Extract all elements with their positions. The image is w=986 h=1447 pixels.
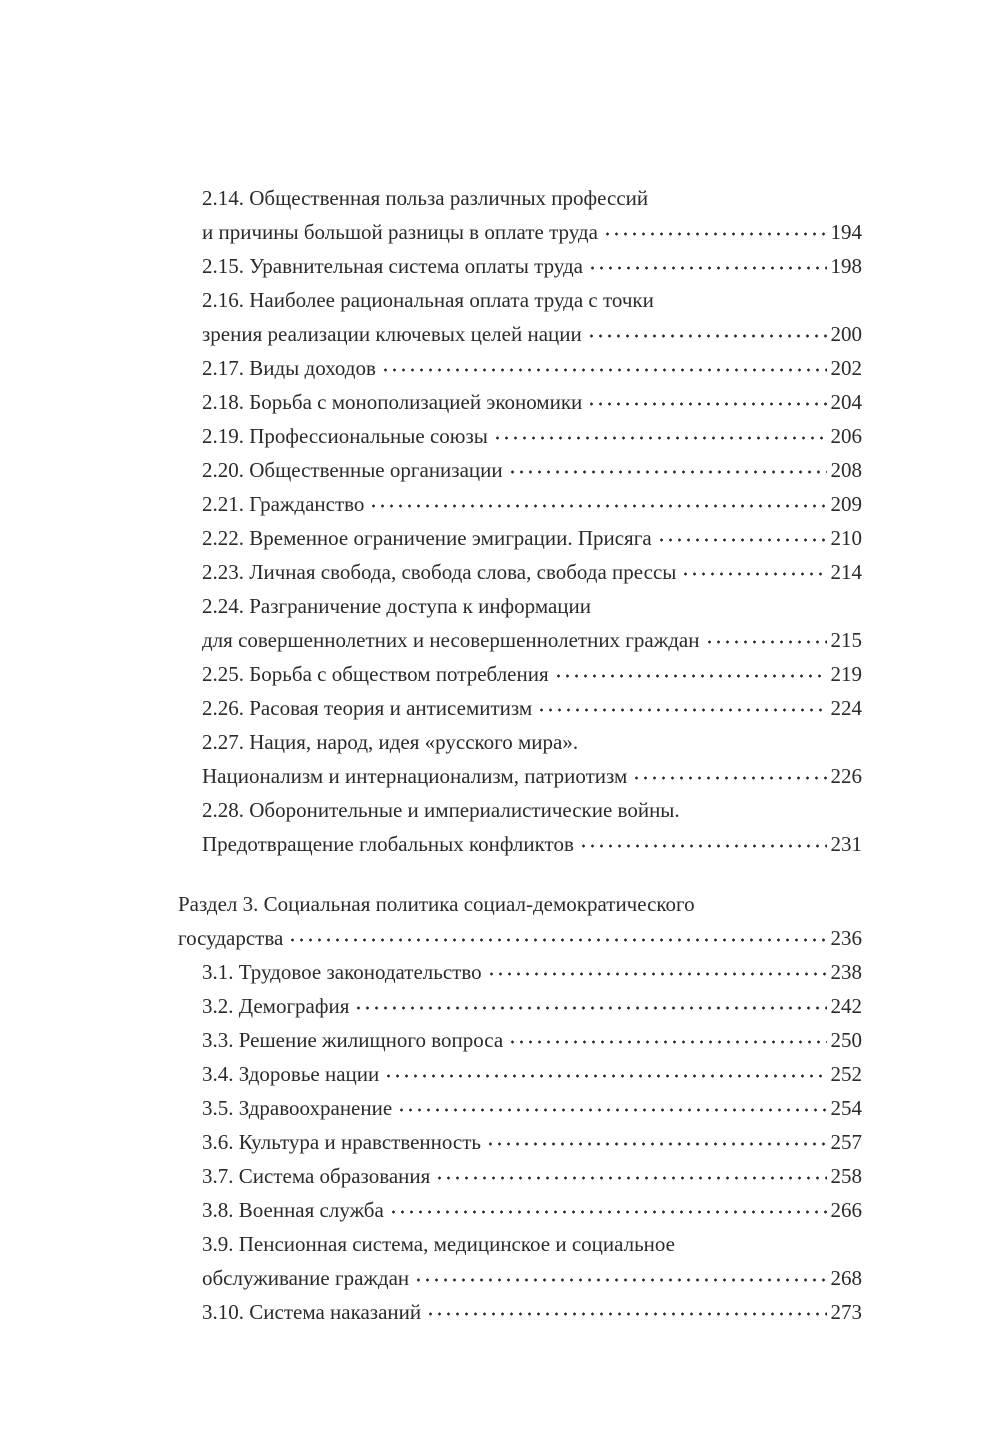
toc-section-text: Раздел 3. Социальная политика социал-демократического bbox=[178, 892, 695, 916]
toc-page-number: 198 bbox=[830, 254, 862, 278]
toc-entry-text: 2.23. Личная свобода, свобода слова, свобода прессы bbox=[202, 560, 677, 584]
dot-leader bbox=[397, 1107, 826, 1115]
toc-page-number: 254 bbox=[830, 1096, 862, 1120]
dot-leader bbox=[632, 775, 826, 783]
toc-entry-text: зрения реализации ключевых целей нации bbox=[202, 322, 582, 346]
toc-entry bbox=[178, 385, 862, 419]
dot-leader bbox=[426, 1311, 826, 1319]
dot-leader bbox=[435, 1175, 826, 1183]
toc-page-number: 204 bbox=[830, 390, 862, 414]
toc-entry-text: 3.6. Культура и нравственность bbox=[202, 1130, 482, 1154]
toc-page-number: 252 bbox=[830, 1062, 862, 1086]
toc-entry bbox=[178, 1193, 862, 1227]
toc-entry-text: 2.17. Виды доходов bbox=[202, 356, 376, 380]
toc-page-number: 242 bbox=[830, 994, 862, 1018]
toc-entry-text: 2.25. Борьба с обществом потребления bbox=[202, 662, 549, 686]
toc-entry bbox=[178, 1227, 862, 1295]
dot-leader bbox=[493, 435, 827, 443]
toc-entry-text: 2.15. Уравнительная система оплаты труда bbox=[202, 254, 583, 278]
toc-entry-text: Предотвращение глобальных конфликтов bbox=[202, 832, 574, 856]
toc-entry bbox=[178, 657, 862, 691]
toc-entry bbox=[178, 181, 862, 249]
toc-entry-text: 2.22. Временное ограничение эмиграции. Присяга bbox=[202, 526, 652, 550]
dot-leader bbox=[288, 937, 826, 945]
dot-leader bbox=[705, 639, 827, 647]
toc-entry bbox=[178, 691, 862, 725]
toc-entry-text: 3.5. Здравоохранение bbox=[202, 1096, 393, 1120]
toc-entry bbox=[178, 521, 862, 555]
toc-entry-text: обслуживание граждан bbox=[202, 1266, 410, 1290]
dot-leader bbox=[579, 843, 827, 851]
toc-entry bbox=[178, 487, 862, 521]
toc-page-number: 273 bbox=[830, 1300, 862, 1324]
toc-entry-text: 2.14. Общественная польза различных профессий bbox=[202, 186, 649, 210]
toc-entry bbox=[178, 989, 862, 1023]
toc-entry bbox=[178, 419, 862, 453]
toc-entry bbox=[178, 1057, 862, 1091]
toc-entry-text: 3.3. Решение жилищного вопроса bbox=[202, 1028, 504, 1052]
dot-leader bbox=[389, 1209, 827, 1217]
toc-page-number: 214 bbox=[830, 560, 862, 584]
toc-page-number: 236 bbox=[830, 926, 862, 950]
toc-page-number: 210 bbox=[830, 526, 862, 550]
dot-leader bbox=[588, 265, 827, 273]
toc-section-text: государства bbox=[178, 926, 284, 950]
toc-entry-text: Национализм и интернационализм, патриотизм bbox=[202, 764, 628, 788]
toc-entry-text: и причины большой разницы в оплате труда bbox=[202, 220, 598, 244]
dot-leader bbox=[486, 1141, 826, 1149]
toc-entry bbox=[178, 589, 862, 657]
toc-entry bbox=[178, 453, 862, 487]
toc-entry bbox=[178, 283, 862, 351]
toc-page-number: 268 bbox=[830, 1266, 862, 1290]
toc-entry bbox=[178, 351, 862, 385]
toc-entry bbox=[178, 793, 862, 861]
toc-entry-text: 2.19. Профессиональные союзы bbox=[202, 424, 488, 448]
dot-leader bbox=[587, 401, 826, 409]
toc-entry bbox=[178, 1159, 862, 1193]
toc-entry bbox=[178, 1023, 862, 1057]
dot-leader bbox=[603, 231, 827, 239]
toc-page-number: 219 bbox=[830, 662, 862, 686]
toc-page-number: 206 bbox=[830, 424, 862, 448]
toc-page-number: 224 bbox=[830, 696, 862, 720]
dot-leader bbox=[657, 537, 827, 545]
dot-leader bbox=[508, 1039, 826, 1047]
toc-page-number: 226 bbox=[830, 764, 862, 788]
dot-leader bbox=[384, 1073, 826, 1081]
dot-leader bbox=[554, 673, 827, 681]
toc-entry-text: 3.9. Пенсионная система, медицинское и социальное bbox=[202, 1232, 676, 1256]
toc-page-number: 194 bbox=[830, 220, 862, 244]
dot-leader bbox=[381, 367, 827, 375]
toc-entry-text: 3.10. Система наказаний bbox=[202, 1300, 422, 1324]
toc-page-number: 266 bbox=[830, 1198, 862, 1222]
dot-leader bbox=[508, 469, 827, 477]
toc-entry-text: 2.28. Оборонительные и империалистические войны. bbox=[202, 798, 680, 822]
toc-page-number: 202 bbox=[830, 356, 862, 380]
toc-entry-text: 2.27. Нация, народ, идея «русского мира». bbox=[202, 730, 579, 754]
toc-entry-text: 2.20. Общественные организации bbox=[202, 458, 503, 482]
dot-leader bbox=[487, 971, 827, 979]
toc-entry bbox=[178, 955, 862, 989]
dot-leader bbox=[587, 333, 827, 341]
toc-entry-text: 3.8. Военная служба bbox=[202, 1198, 384, 1222]
toc-page-number: 200 bbox=[830, 322, 862, 346]
toc-entry bbox=[178, 1295, 862, 1329]
toc-section-heading bbox=[178, 887, 862, 955]
toc-entry-text: 3.2. Демография bbox=[202, 994, 350, 1018]
toc-page-number: 208 bbox=[830, 458, 862, 482]
toc-entry-text: 3.4. Здоровье нации bbox=[202, 1062, 380, 1086]
toc-entry-text: 2.18. Борьба с монополизацией экономики bbox=[202, 390, 583, 414]
dot-leader bbox=[681, 571, 826, 579]
toc-page-number: 250 bbox=[830, 1028, 862, 1052]
dot-leader bbox=[354, 1005, 826, 1013]
toc-page-number: 258 bbox=[830, 1164, 862, 1188]
toc-entry bbox=[178, 1125, 862, 1159]
toc-entry-text: 3.7. Система образования bbox=[202, 1164, 431, 1188]
toc-entry-text: 2.16. Наиболее рациональная оплата труда с точки bbox=[202, 288, 654, 312]
toc-entry-text: для совершеннолетних и несовершеннолетних граждан bbox=[202, 628, 700, 652]
toc-entry bbox=[178, 249, 862, 283]
toc-page-number: 257 bbox=[830, 1130, 862, 1154]
toc-entry-text: 2.21. Гражданство bbox=[202, 492, 365, 516]
toc-entry-text: 2.26. Расовая теория и антисемитизм bbox=[202, 696, 533, 720]
toc-entry bbox=[178, 1091, 862, 1125]
toc-page-number: 231 bbox=[830, 832, 862, 856]
dot-leader bbox=[414, 1277, 826, 1285]
toc-page-number: 215 bbox=[830, 628, 862, 652]
toc-entry-text: 2.24. Разграничение доступа к информации bbox=[202, 594, 592, 618]
dot-leader bbox=[369, 503, 826, 511]
toc-page-number: 209 bbox=[830, 492, 862, 516]
toc-entry bbox=[178, 555, 862, 589]
toc-entry-text: 3.1. Трудовое законодательство bbox=[202, 960, 482, 984]
toc-page-number: 238 bbox=[830, 960, 862, 984]
toc-entry bbox=[178, 725, 862, 793]
dot-leader bbox=[537, 707, 826, 715]
